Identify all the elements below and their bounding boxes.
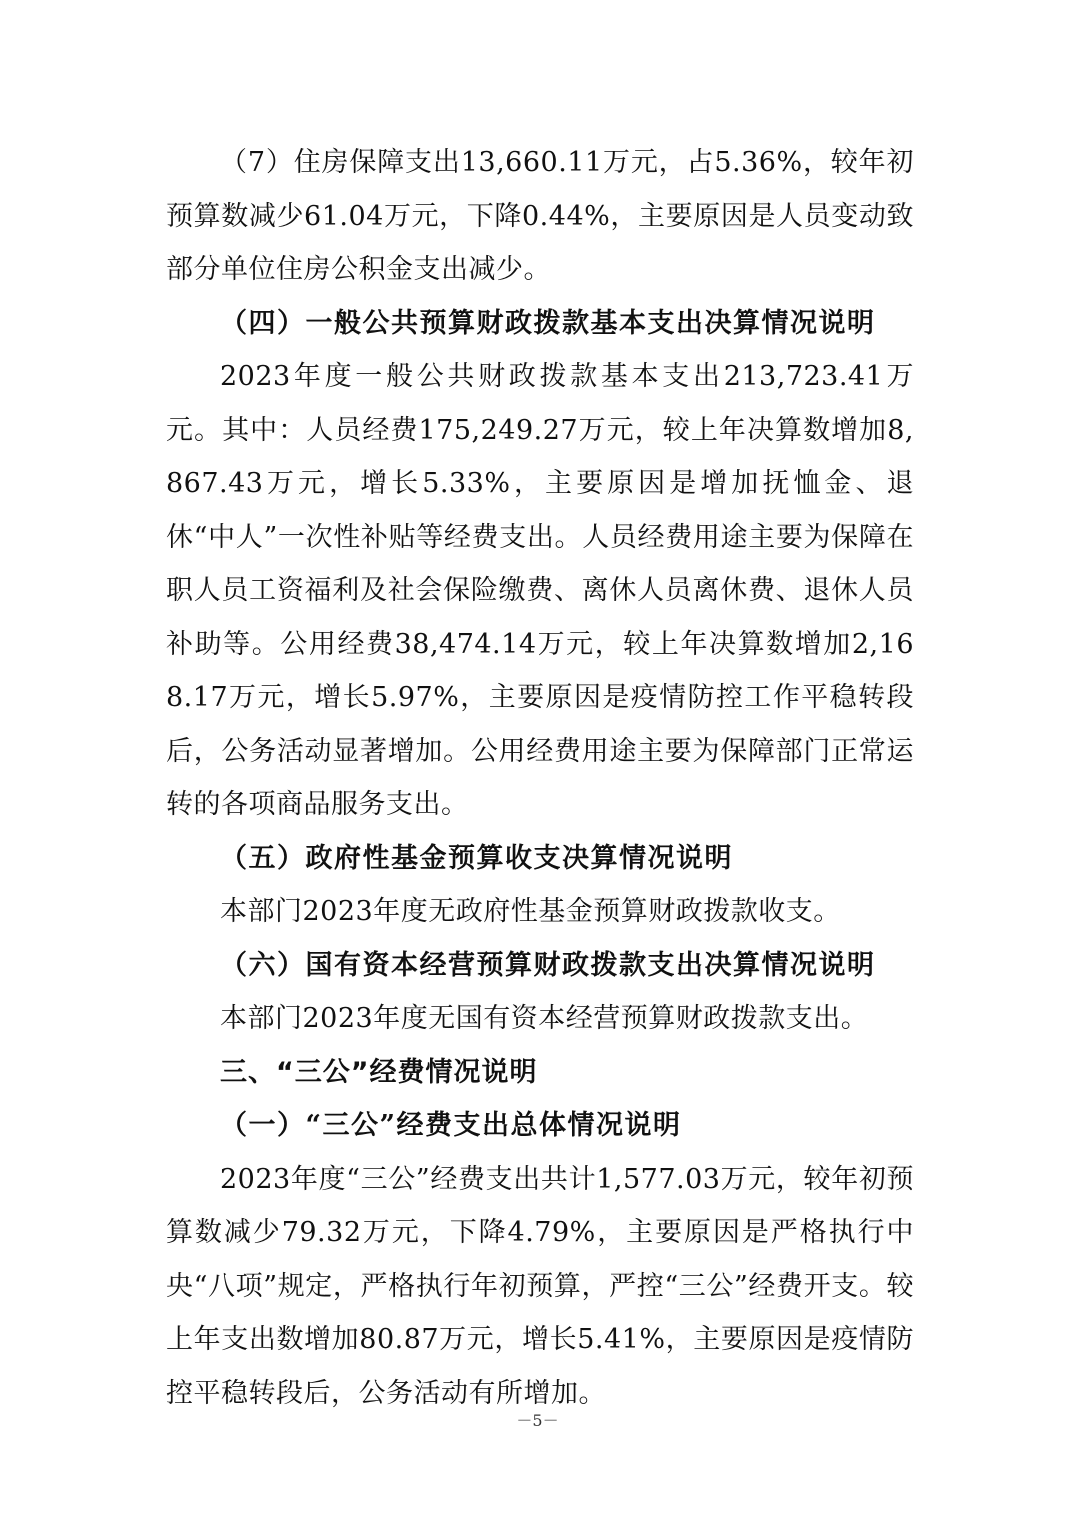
paragraph-government-fund: 本部门2023年度无政府性基金预算财政拨款收支。: [220, 896, 841, 927]
subheading-three-public-overall: （一）“三公”经费支出总体情况说明: [220, 1110, 682, 1141]
subheading-state-capital: （六）国有资本经营预算财政拨款支出决算情况说明: [220, 949, 876, 981]
document-body: [166, 136, 914, 1420]
page-number: －5－: [516, 1411, 559, 1430]
paragraph-housing-expenditure: （7）住房保障支出13,660.11万元，占5.36%，较年初预算数减少61.04万元，下降0.44%，主要原因是人员变动致部分单位住房公积金支出减少。: [166, 147, 914, 285]
paragraph-basic-expenditure: 2023年度一般公共财政拨款基本支出213,723.41万元。其中：人员经费175,249.27万元，较上年决算数增加8,867.43万元，增长5.33%，主要原因是增加抚恤金、退休“中人”一次性补贴等经费支出。人员经费用途主要为保障在职人员工资福利及社会保险缴费、离休人员离休费、退休人员补助等。公用经费38,474.14万元，较上年决算数增加2,168.17万元，增长5.97%，主要原因是疫情防控工作平稳转段后，公务活动显著增加。公用经费用途主要为保障部门正常运转的各项商品服务支出。: [166, 361, 914, 820]
subheading-basic-expenditure: （四）一般公共预算财政拨款基本支出决算情况说明: [220, 307, 876, 339]
paragraph-state-capital: 本部门2023年度无国有资本经营预算财政拨款支出。: [220, 1003, 869, 1034]
subheading-government-fund: （五）政府性基金预算收支决算情况说明: [220, 842, 733, 874]
section-heading-three-public: 三、“三公”经费情况说明: [220, 1056, 538, 1088]
paragraph-three-public-overall: 2023年度“三公”经费支出共计1,577.03万元，较年初预算数减少79.32万元，下降4.79%，主要原因是严格执行中央“八项”规定，严格执行年初预算，严控“三公”经费开支。较上年支出数增加80.87万元，增长5.41%，主要原因是疫情防控平稳转段后，公务活动有所增加。: [166, 1163, 914, 1409]
